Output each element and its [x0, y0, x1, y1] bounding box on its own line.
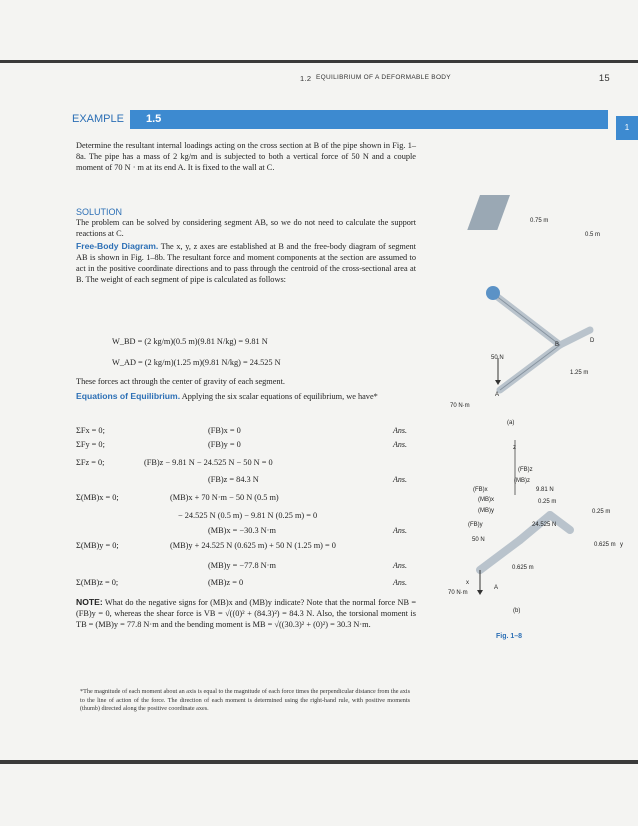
eq-text: Applying the six scalar equations of equilibrium, we have* [181, 391, 378, 401]
eq-left-2: ΣFz = 0; [76, 458, 105, 467]
eq-ans-8: Ans. [393, 561, 407, 570]
eq-ans-3: Ans. [393, 475, 407, 484]
fig-b-label-10: 50 N [472, 537, 485, 543]
fbd-text: The x, y, z axes are established at B and the free-body diagram of segment AB is shown in Fig. 1–8b. The resultant force and moment components at the section are assumed to act in the positive coordinate directions and to pass through the centroid of the cross-sectional area at B. The weight of each segment of pipe is calculated as follows: [76, 242, 416, 284]
running-header [300, 74, 610, 83]
weight-eq-2: W_AD = (2 kg/m)(1.25 m)(9.81 N/kg) = 24.525 N [112, 358, 281, 367]
fig-b-label-7: (MB)y [478, 508, 494, 514]
fig-b-label-16: z [513, 445, 516, 451]
fig-label-1: 0.5 m [585, 232, 601, 238]
eq-mid-2: (FB)z − 9.81 N − 24.525 N − 50 N = 0 [144, 458, 273, 467]
fig-b-label-17: x [466, 580, 469, 586]
fig-label-6: 70 N·m [450, 403, 470, 409]
fig-b-label-11: 0.625 m [594, 542, 616, 548]
footnote: *The magnitude of each moment about an axis is equal to the magnitude of each force times the perpendicular distance from the axis to the line of action of the force. The direction of each moment is determined using the right-hand rule, with positive moments (thumb) directed along the positive coordinate axes. [80, 688, 410, 712]
note-paragraph [76, 597, 416, 630]
fig-part-b: (b) [513, 608, 521, 614]
eq-mid-0: (FB)x = 0 [208, 426, 241, 435]
note-block [76, 597, 416, 630]
eq-mid-4: (MB)x + 70 N·m − 50 N (0.5 m) [170, 493, 279, 502]
problem-text: Determine the resultant internal loadings acting on the cross section at B of the pipe shown in Fig. 1–8a. The pipe has a mass of 2 kg/m and is subjected to both a vertical force of 50 N and a couple moment of 70 N · m at its end A. It is fixed to the wall at C. [76, 141, 416, 172]
fig-label-3: D [590, 338, 595, 344]
fig-label-4: 1.25 m [570, 370, 589, 376]
fig-b-label-5: 0.25 m [538, 499, 557, 505]
eq-paragraph [76, 391, 416, 403]
eq-left-1: ΣFy = 0; [76, 440, 105, 449]
fig-b-label-1: (MB)z [514, 478, 530, 484]
figure-caption: Fig. 1–8 [496, 633, 523, 640]
solution-heading: SOLUTION [76, 207, 123, 217]
bottom-rule [0, 760, 638, 764]
fig-b-label-15: y [620, 542, 623, 548]
fig-label-0: 0.75 m [530, 218, 549, 224]
example-number: 1.5 [146, 113, 162, 125]
solution-intro: The problem can be solved by considering segment AB, so we do not need to calculate the support reactions at C. [76, 217, 416, 238]
eq-mid-1: (FB)y = 0 [208, 440, 241, 449]
fig-b-label-4: (MB)x [478, 497, 494, 503]
equilibrium-intro [76, 377, 416, 403]
page-number: 15 [598, 73, 610, 84]
example-banner [66, 110, 608, 129]
figure-1-8 [420, 195, 620, 625]
eq-ans-1: Ans. [393, 440, 407, 449]
top-rule [0, 60, 638, 63]
eq-mid-5: − 24.525 N (0.5 m) − 9.81 N (0.25 m) = 0 [178, 511, 318, 520]
eq-left-9: Σ(MB)z = 0; [76, 578, 119, 587]
section-number: 1.2 [300, 74, 312, 83]
section-title: EQUILIBRIUM OF A DEFORMABLE BODY [316, 74, 451, 81]
fig-b-label-8: (FB)y [468, 522, 483, 528]
eq-mid-7: (MB)y + 24.525 N (0.625 m) + 50 N (1.25 m) = 0 [170, 541, 336, 550]
wall [467, 195, 510, 230]
pipe-b [480, 515, 570, 570]
weights-note: These forces act through the center of gravity of each segment. [76, 377, 285, 386]
eq-ans-0: Ans. [393, 426, 407, 435]
force-50n-arrowhead-b [477, 590, 483, 595]
eq-mid-3: (FB)z = 84.3 N [208, 475, 259, 484]
eq-title: Equations of Equilibrium. [76, 390, 181, 401]
eq-ans-9: Ans. [393, 578, 407, 587]
eq-mid-9: (MB)z = 0 [208, 578, 244, 587]
fbd-paragraph [76, 241, 416, 285]
note-label: NOTE: [76, 597, 103, 607]
fig-b-label-13: 70 N·m [448, 590, 468, 596]
solution-block [76, 207, 416, 286]
note-text: What do the negative signs for (MB)x and (MB)y indicate? Note that the normal force NB = (FB)y = 0, whereas the shear force is VB = √((0)² + (84.3)²) = 84.3 N. Also, the torsional moment is TB = (MB)y = 77.8 N·m and the bending moment is MB = √((30.3)² + (0)²) = 30.3 N·m. [76, 598, 416, 629]
eq-left-0: ΣFx = 0; [76, 426, 105, 435]
fig-part-a: (a) [507, 420, 515, 426]
problem-statement [76, 141, 416, 173]
fig-b-label-2: 9.81 N [536, 487, 554, 493]
weight-eq-1: W_BD = (2 kg/m)(0.5 m)(9.81 N/kg) = 9.81 N [112, 337, 268, 346]
fig-label-7: A [495, 392, 500, 398]
eq-mid-6: (MB)x = −30.3 N·m [208, 526, 276, 535]
fbd-title: Free-Body Diagram. [76, 241, 159, 252]
fig-label-2: B [555, 342, 560, 348]
fig-b-label-14: A [494, 585, 499, 591]
fig-b-label-3: (FB)x [473, 487, 488, 493]
example-label: EXAMPLE [66, 110, 130, 129]
eq-left-4: Σ(MB)x = 0; [76, 493, 119, 502]
eq-left-7: Σ(MB)y = 0; [76, 541, 119, 550]
support-c [486, 286, 500, 300]
force-50n-arrowhead [495, 380, 501, 385]
fig-b-label-9: 24.525 N [532, 522, 557, 528]
fig-label-5: 50 N [491, 355, 504, 361]
eq-mid-8: (MB)y = −77.8 N·m [208, 561, 276, 570]
chapter-tab: 1 [616, 116, 638, 140]
fig-b-label-6: 0.25 m [592, 509, 611, 515]
fig-b-label-0: (FB)z [518, 467, 533, 473]
eq-ans-6: Ans. [393, 526, 407, 535]
fig-b-label-12: 0.625 m [512, 565, 534, 571]
